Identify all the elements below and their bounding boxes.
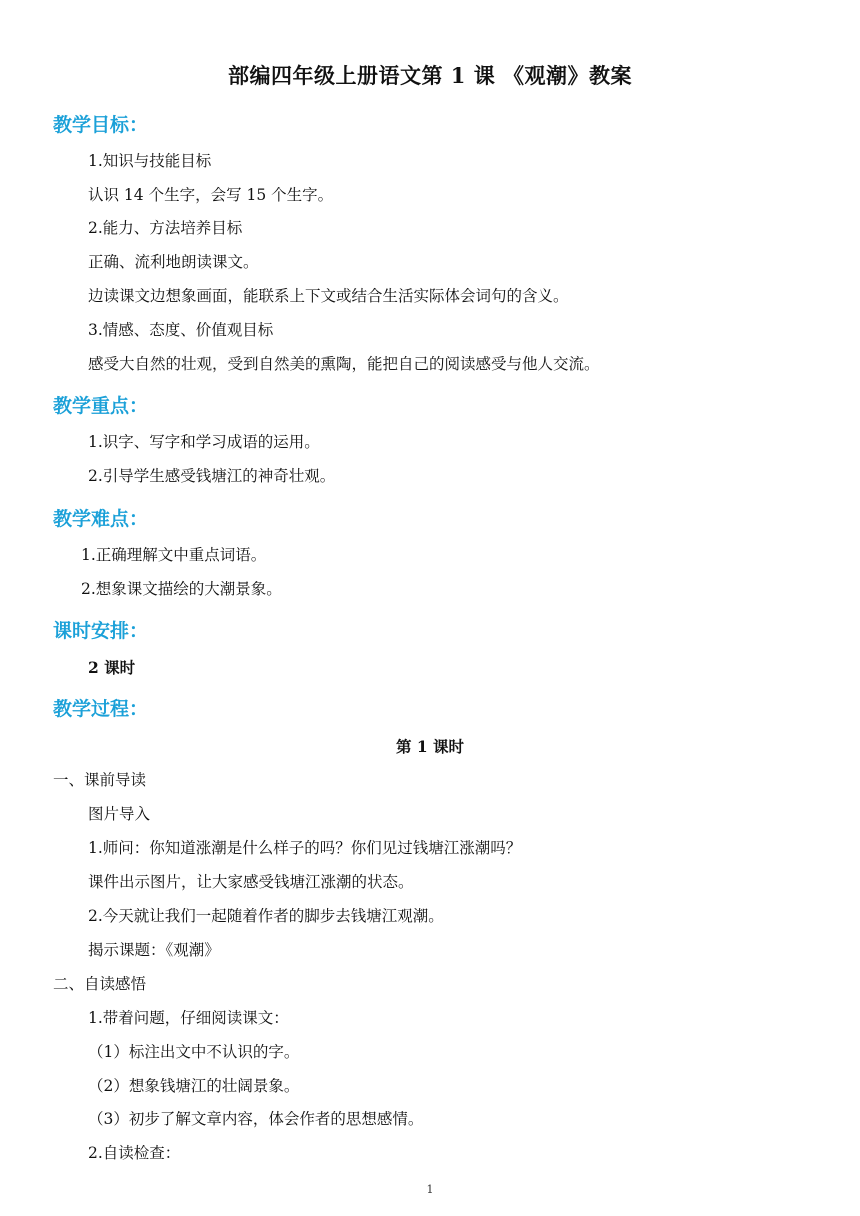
document-title: 部编四年级上册语文第 1 课 《观潮》教案 [227,63,633,88]
goal-3-heading: 3.情感、态度、价值观目标 [88,321,274,339]
section-1-item-c: 课件出示图片，让大家感受钱塘江涨潮的状态。 [88,873,414,891]
section-1-item-a: 图片导入 [88,805,151,823]
section-2-item-d: （3）初步了解文章内容，体会作者的思想感情。 [88,1110,424,1128]
section-1-item-e: 揭示课题：《观潮》 [88,941,220,959]
section-1-heading: 一、课前导读 [53,771,147,789]
heading-key-points: 教学重点： [53,395,149,417]
section-2-item-b: （1）标注出文中不认识的字。 [88,1043,300,1061]
heading-process: 教学过程： [53,698,149,720]
difficulty-1: 1.正确理解文中重点词语。 [81,546,267,564]
key-point-2: 2.引导学生感受钱塘江的神奇壮观。 [88,467,336,485]
difficulty-2: 2.想象课文描绘的大潮景象。 [81,580,282,598]
schedule-text: 2 课时 [88,658,136,677]
page-number: 1 [426,1183,434,1196]
goal-1-text: 认识 14 个生字，会写 15 个生字。 [88,186,334,204]
goal-2-text-2: 边读课文边想象画面，能联系上下文或结合生活实际体会词句的含义。 [88,287,569,305]
heading-schedule: 课时安排： [53,620,149,642]
goal-2-text-1: 正确、流利地朗读课文。 [88,253,259,271]
section-1-item-d: 2.今天就让我们一起随着作者的脚步去钱塘江观潮。 [88,907,444,925]
goal-1-heading: 1.知识与技能目标 [88,152,212,170]
heading-difficulties: 教学难点： [53,508,149,530]
section-2-heading: 二、自读感悟 [53,975,147,993]
section-1-item-b: 1.师问：你知道涨潮是什么样子的吗？你们见过钱塘江涨潮吗？ [88,839,522,857]
section-2-item-e: 2.自读检查： [88,1144,181,1162]
heading-teaching-goals: 教学目标： [53,114,149,136]
section-2-item-a: 1.带着问题，仔细阅读课文： [88,1009,289,1027]
lesson-1-heading: 第 1 课时 [395,737,465,756]
goal-3-text: 感受大自然的壮观，受到自然美的熏陶，能把自己的阅读感受与他人交流。 [88,355,600,373]
section-2-item-c: （2）想象钱塘江的壮阔景象。 [88,1077,300,1095]
key-point-1: 1.识字、写字和学习成语的运用。 [88,433,320,451]
goal-2-heading: 2.能力、方法培养目标 [88,219,243,237]
